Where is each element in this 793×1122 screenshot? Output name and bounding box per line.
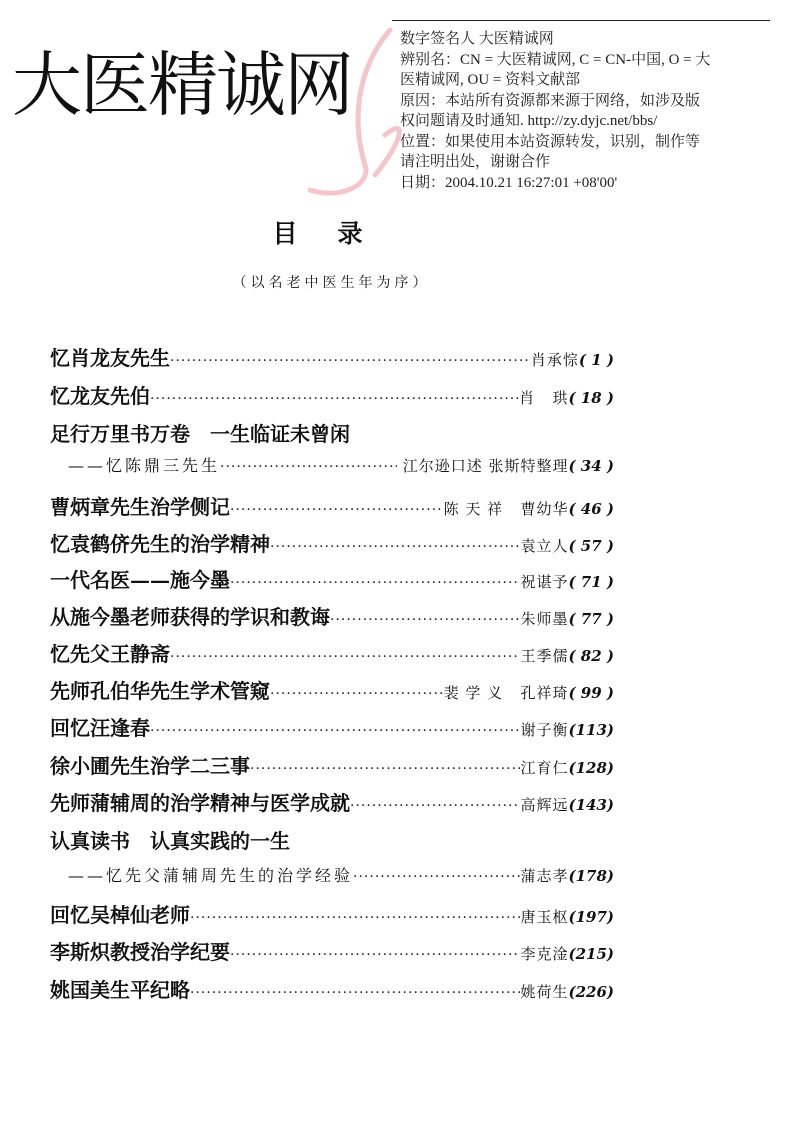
toc-entry-author: 李克淦 [520,945,569,963]
digital-signature-block [400,29,775,193]
dot-leader [270,539,520,555]
toc-entry-title: 忆肖龙友先生 [50,346,170,370]
toc-entry-title: ——忆先父蒲辅周先生的治学经验 [68,866,354,885]
toc-entry-title: 姚国美生平纪略 [50,978,190,1002]
toc-entry-author: 裴 学 义 孔祥琦 [443,684,569,702]
toc-entry [50,712,614,740]
toc-entry-title: 从施今墨老师获得的学识和教诲 [50,605,330,629]
toc-entry-page: ( 82 ) [568,647,614,665]
toc-entry-author: 王季儒 [520,647,569,665]
toc-entry [50,825,614,853]
toc-entry-page: (215) [568,945,614,963]
dot-leader [150,723,520,739]
toc-entry-page: ( 1 ) [578,351,614,369]
toc-entry [50,564,614,592]
toc-entry [50,675,614,703]
toc-entry-author: 祝谌予 [520,573,569,591]
toc-entry-page: ( 99 ) [568,684,614,702]
toc-entry-author: 谢子衡 [520,721,569,739]
toc-entry-author: 袁立人 [520,537,569,555]
toc-entry-author: 唐玉枢 [520,908,569,926]
dot-leader [220,459,397,475]
toc-entry-page: ( 18 ) [568,389,614,407]
toc-entry-title: 回忆吴棹仙老师 [50,903,190,927]
signature-line: 原因：本站所有资源都来源于网络，如涉及版 [400,92,701,109]
toc-entry-page: ( 34 ) [568,457,614,475]
toc-entry-page: ( 57 ) [568,537,614,555]
dot-leader [150,391,519,407]
toc-entry-page: (143) [568,796,614,814]
toc-entry-page: (197) [568,908,614,926]
toc-entry-title: 曹炳章先生治学侧记 [50,495,230,519]
toc-entry [50,601,614,629]
toc-entry-title: 足行万里书万卷 一生临证未曾闲 [50,422,350,446]
toc-entry-page: (128) [568,759,614,777]
toc-entry-page: ( 46 ) [568,500,614,518]
signature-line: 位置：如果使用本站资源转发，识别，制作等 [400,133,701,150]
toc-entry-title: 徐小圃先生治学二三事 [50,754,250,778]
dot-leader [270,686,444,702]
dot-leader [350,798,520,814]
toc-entry-title: ——忆陈鼎三先生 [68,456,221,475]
toc-entry-author: 江尔逊口述 张斯特整理 [396,457,569,475]
toc-entry-author: 高辉远 [520,796,569,814]
dot-leader [330,612,520,628]
toc-entry [50,787,614,815]
site-logo-text: 大医精诚网 [12,44,352,126]
toc-entry-author: 姚荷生 [520,983,569,1001]
toc-entry-page: (113) [568,721,614,739]
toc-entry-author: 肖承悰 [530,351,579,369]
dot-leader [170,649,520,665]
toc-entry [50,863,614,891]
dot-leader [170,353,531,369]
signature-line: 权问题请及时通知. http://zy.dyjc.net/bbs/ [400,113,658,129]
toc-entry-author: 陈 天 祥 曹幼华 [443,500,569,518]
signature-line: 医精诚网, OU = 资料文献部 [400,72,581,88]
toc-entry-title: 先师孔伯华先生学术管窥 [50,679,270,703]
toc-entry-author: 江育仁 [520,759,569,777]
toc-entry-author: 蒲志孝 [520,867,569,885]
signature-line: 请注明出处，谢谢合作 [400,154,551,170]
signature-line: 辨别名：CN = 大医精诚网, C = CN-中国, O = 大 [400,51,711,68]
toc-entry-title: 回忆汪逢春 [50,716,150,740]
toc-entry [50,528,614,556]
toc-entry [50,491,614,519]
toc-entry-page: (226) [568,983,614,1001]
toc-entry-page: (178) [568,867,614,885]
dot-leader [230,575,520,591]
signature-swirl-decoration [280,25,420,205]
toc-entry [50,380,614,408]
toc-entry [50,936,614,964]
page-subtitle: （以名老中医生年为序） [232,275,431,291]
toc-entry-title: 忆袁鹤侪先生的治学精神 [50,532,270,556]
signature-line: 数字签名人 大医精诚网 [400,31,554,47]
dot-leader [250,761,520,777]
toc-entry [50,974,614,1002]
toc-entry-title: 认真读书 认真实践的一生 [50,829,290,853]
toc-entry-title: 忆龙友先伯 [50,384,150,408]
toc-entry-title: 先师蒲辅周的治学精神与医学成就 [50,791,350,815]
toc-entry-page: ( 71 ) [568,573,614,591]
toc-entry-page: ( 77 ) [568,610,614,628]
toc-entry [50,899,614,927]
header-rule [392,20,770,21]
dot-leader [353,869,520,885]
dot-leader [230,947,520,963]
signature-line: 日期：2004.10.21 16:27:01 +08'00' [400,174,618,191]
toc-entry [50,750,614,778]
toc-entry [50,342,614,370]
toc-entry-author: 朱师墨 [520,610,569,628]
toc-entry-title: 一代名医——施今墨 [50,568,230,592]
toc-entry [50,418,614,446]
toc-entry-author: 肖 珙 [519,389,569,407]
toc-entry [50,453,614,481]
dot-leader [190,985,520,1001]
toc-entry-title: 李斯炽教授治学纪要 [50,940,230,964]
dot-leader [190,910,520,926]
toc-entry [50,638,614,666]
toc-entry-title: 忆先父王静斋 [50,642,170,666]
page-title: 目录 [272,219,403,248]
dot-leader [230,502,444,518]
